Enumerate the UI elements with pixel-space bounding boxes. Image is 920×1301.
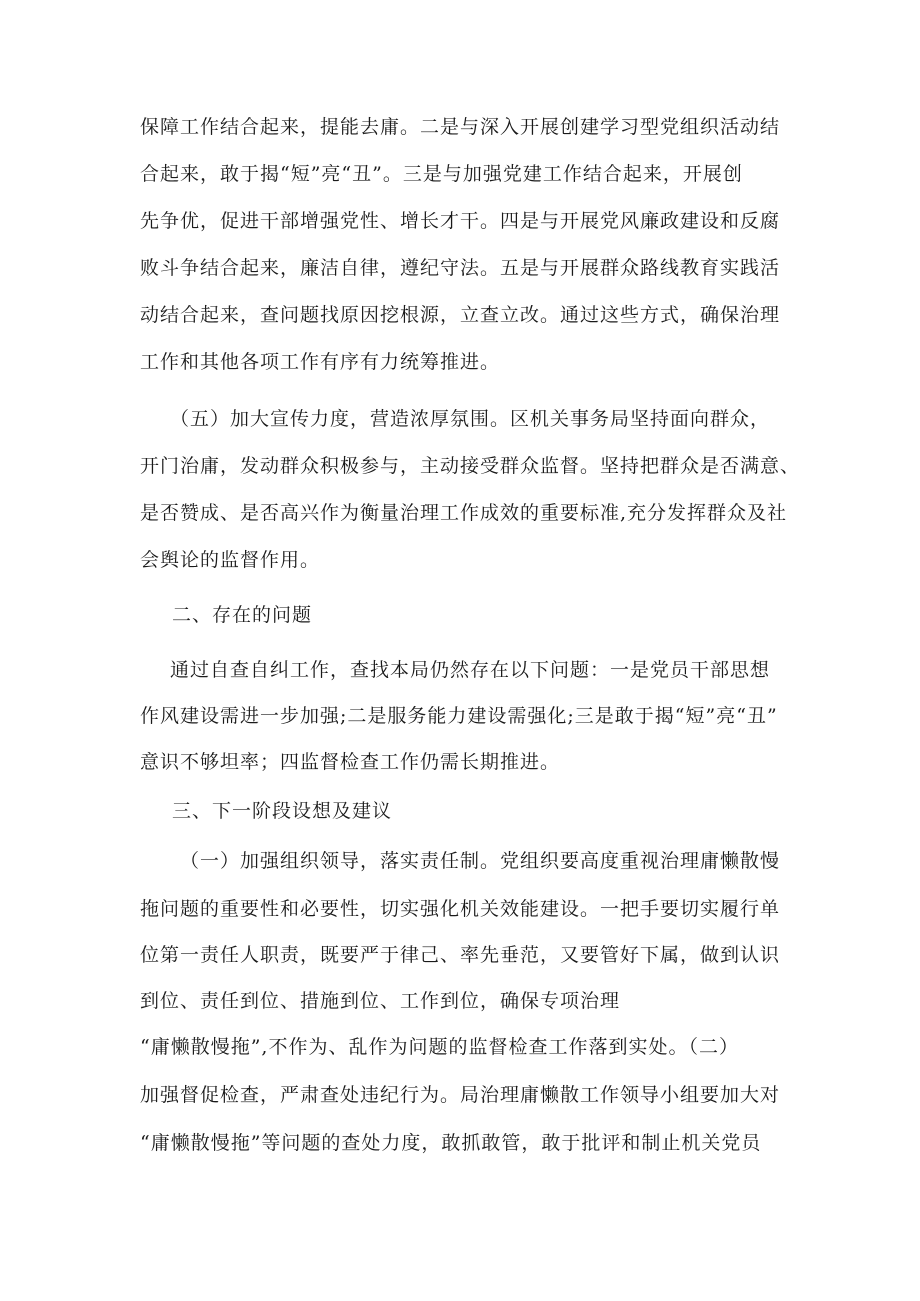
- paragraph-line-10: 会舆论的监督作用。: [140, 549, 321, 571]
- paragraph-line-12: 通过自查自纠工作，查找本局仍然存在以下问题：一是党员干部思想: [170, 659, 771, 681]
- paragraph-line-22: “庸懒散慢拖”等问题的查处力度，敢抓敢管，敢于批评和制止机关党员: [140, 1132, 762, 1154]
- paragraph-line-19: 到位、责任到位、措施到位、工作到位，确保专项治理: [140, 990, 621, 1012]
- paragraph-line-20: “庸懒散慢拖”,不作为、乱作为问题的监督检查工作落到实处。（二）: [140, 1036, 739, 1058]
- paragraph-line-4: 败斗争结合起来，廉洁自律，遵纪守法。五是与开展群众路线教育实践活: [140, 257, 781, 279]
- paragraph-line-8: 开门治庸，发动群众积极参与，主动接受群众监督。坚持把群众是否满意、: [140, 455, 801, 477]
- paragraph-line-6: 工作和其他各项工作有序有力统筹推进。: [140, 351, 501, 373]
- paragraph-line-14: 意识不够坦率；四监督检查工作仍需长期推进。: [140, 751, 561, 773]
- paragraph-line-7: （五）加大宣传力度，营造浓厚氛围。区机关事务局坚持面向群众，: [170, 408, 771, 430]
- paragraph-line-5: 动结合起来，查问题找原因挖根源，立查立改。通过这些方式，确保治理: [140, 304, 781, 326]
- paragraph-line-2: 合起来，敢于揭“短”亮“丑”。三是与加强党建工作结合起来，开展创: [140, 163, 743, 185]
- paragraph-line-9: 是否赞成、是否高兴作为衡量治理工作成效的重要标准,充分发挥群众及社: [140, 502, 788, 524]
- paragraph-line-16: （一）加强组织领导，落实责任制。党组织要高度重视治理庸懒散慢: [180, 850, 781, 872]
- paragraph-line-17: 拖问题的重要性和必要性，切实强化机关效能建设。一把手要切实履行单: [140, 898, 781, 920]
- paragraph-line-3: 先争优，促进干部增强党性、增长才干。四是与开展党风廉政建设和反腐: [140, 210, 781, 232]
- section-heading-problems: 二、存在的问题: [172, 604, 313, 626]
- paragraph-line-21: 加强督促检查，严肃查处违纪行为。局治理庸懒散工作领导小组要加大对: [140, 1084, 781, 1106]
- paragraph-line-1: 保障工作结合起来，提能去庸。二是与深入开展创建学习型党组织活动结: [140, 116, 781, 138]
- paragraph-line-13: 作风建设需进一步加强;二是服务能力建设需强化;三是敢于揭“短”亮“丑”: [140, 705, 778, 727]
- section-heading-next-steps: 三、下一阶段设想及建议: [172, 800, 393, 822]
- paragraph-line-18: 位第一责任人职责，既要严于律己、率先垂范，又要管好下属，做到认识: [140, 944, 781, 966]
